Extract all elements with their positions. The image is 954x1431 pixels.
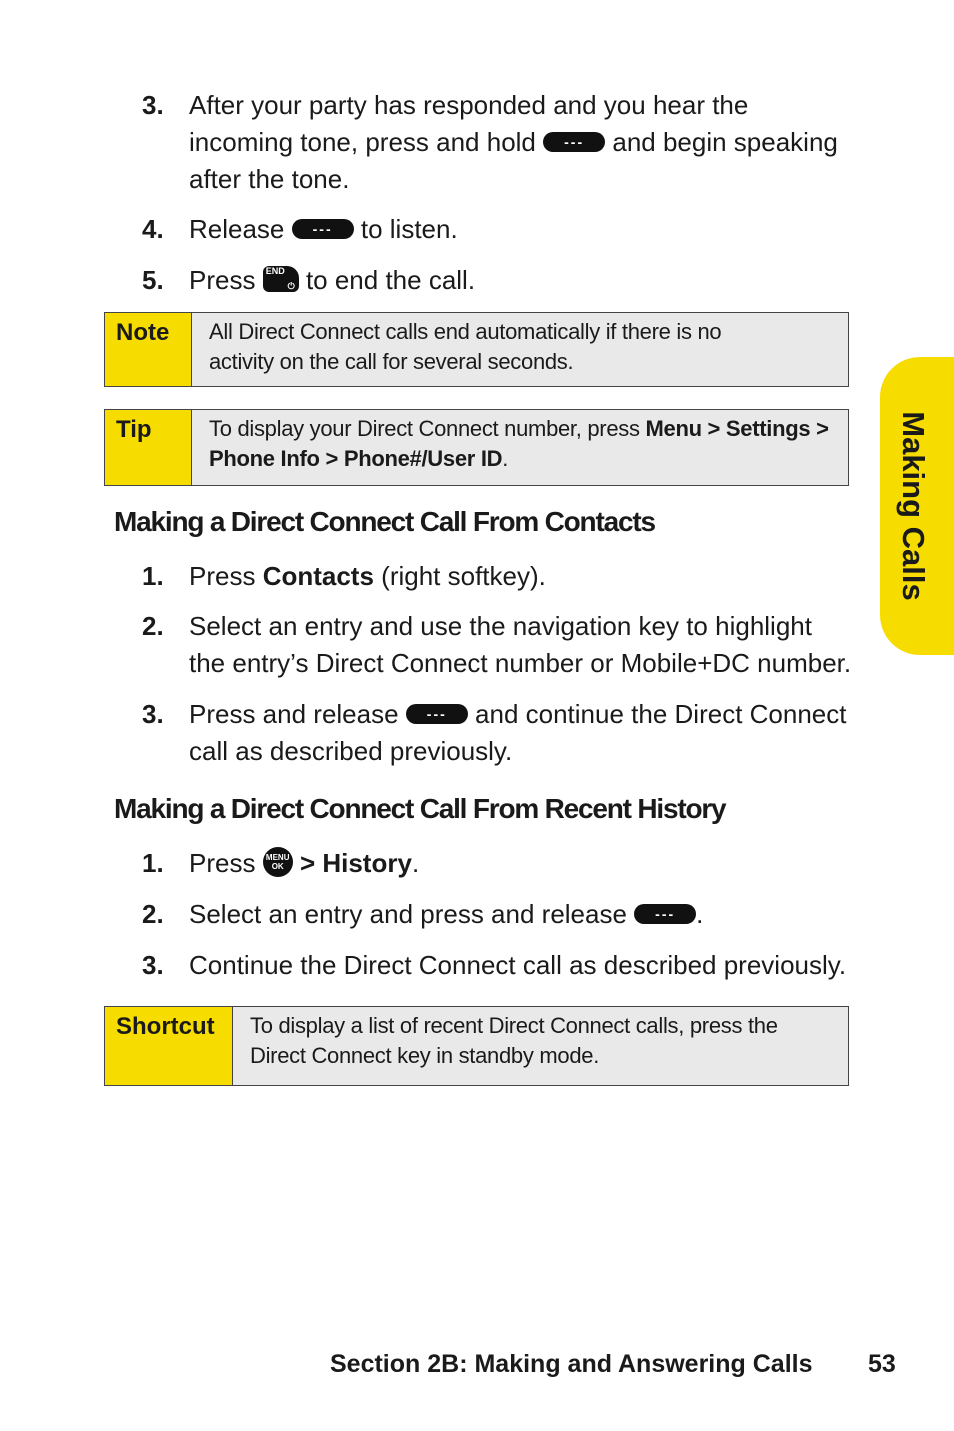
step-number: 1. xyxy=(142,561,164,591)
step-text-a: Press xyxy=(189,265,256,295)
direct-connect-key-icon: --- xyxy=(406,704,468,724)
step-text-line1: Select an entry and use the navigation key to highlight xyxy=(189,611,812,641)
direct-connect-key-icon: --- xyxy=(543,132,605,152)
step-text-a: Select an entry and press and release xyxy=(189,899,627,929)
tip-label: Tip xyxy=(105,410,192,485)
note-label: Note xyxy=(105,313,192,386)
tip-line1-text: To display your Direct Connect number, press xyxy=(209,416,646,441)
step-text-bold: > History xyxy=(299,848,412,878)
step-text-line3: after the tone. xyxy=(189,164,350,194)
shortcut-label: Shortcut xyxy=(105,1007,233,1085)
tip-box xyxy=(104,409,849,486)
shortcut-box xyxy=(104,1006,849,1086)
step-text-b: . xyxy=(696,899,704,929)
step-number: 3. xyxy=(142,90,164,120)
shortcut-line1: To display a list of recent Direct Connect calls, press the xyxy=(250,1013,778,1038)
step-text-a: Press xyxy=(189,561,263,591)
end-key-icon: ⏻ END xyxy=(263,266,299,292)
step-text-a: Press and release xyxy=(189,699,399,729)
footer-section-title: Section 2B: Making and Answering Calls xyxy=(330,1350,813,1378)
step-text-a: Release xyxy=(189,214,285,244)
step-text-b: to listen. xyxy=(360,214,458,244)
step-number: 3. xyxy=(142,699,164,729)
direct-connect-key-icon: --- xyxy=(634,904,696,924)
step-number: 4. xyxy=(142,214,164,244)
page-number: 53 xyxy=(868,1350,896,1378)
step-text-line2b: and begin speaking xyxy=(612,127,838,157)
step-text-line1: After your party has responded and you hear the xyxy=(189,90,749,120)
note-line2: activity on the call for several seconds. xyxy=(209,349,574,374)
step-text-b: to end the call. xyxy=(305,265,476,295)
tip-line1-bold: Menu > Settings > xyxy=(645,416,829,441)
step-text-line2: the entry’s Direct Connect number or Mobile+DC number. xyxy=(189,648,852,678)
menu-ok-key-icon: MENU OK xyxy=(263,847,293,877)
step-number: 2. xyxy=(142,611,164,641)
power-icon: ⏻ xyxy=(287,281,295,292)
step-number: 3. xyxy=(142,950,164,980)
direct-connect-key-icon: --- xyxy=(292,219,354,239)
step-number: 5. xyxy=(142,265,164,295)
step-text-bold: Contacts xyxy=(262,561,374,591)
step-text-b: . xyxy=(411,848,420,878)
step-text-a: Continue the Direct Connect call as described previously. xyxy=(189,950,847,980)
step-text-line2a: incoming tone, press and hold xyxy=(189,127,536,157)
note-box xyxy=(104,312,849,387)
step-text-a: Press xyxy=(189,848,256,878)
shortcut-line2: Direct Connect key in standby mode. xyxy=(250,1043,600,1068)
chapter-side-tab-label: Making Calls xyxy=(896,411,931,601)
step-number: 2. xyxy=(142,899,164,929)
step-text-line2: call as described previously. xyxy=(189,736,513,766)
tip-line2-bold: Phone Info > Phone#/User ID xyxy=(209,446,503,471)
section-heading-recent-history: Making a Direct Connect Call From Recent History xyxy=(114,793,726,824)
step-text-b: (right softkey). xyxy=(373,561,546,591)
tip-line2-end: . xyxy=(502,446,509,471)
section-heading-contacts: Making a Direct Connect Call From Contacts xyxy=(114,506,655,537)
step-number: 1. xyxy=(142,848,164,878)
step-text-b: and continue the Direct Connect xyxy=(475,699,847,729)
note-line1: All Direct Connect calls end automatically if there is no xyxy=(209,319,722,344)
